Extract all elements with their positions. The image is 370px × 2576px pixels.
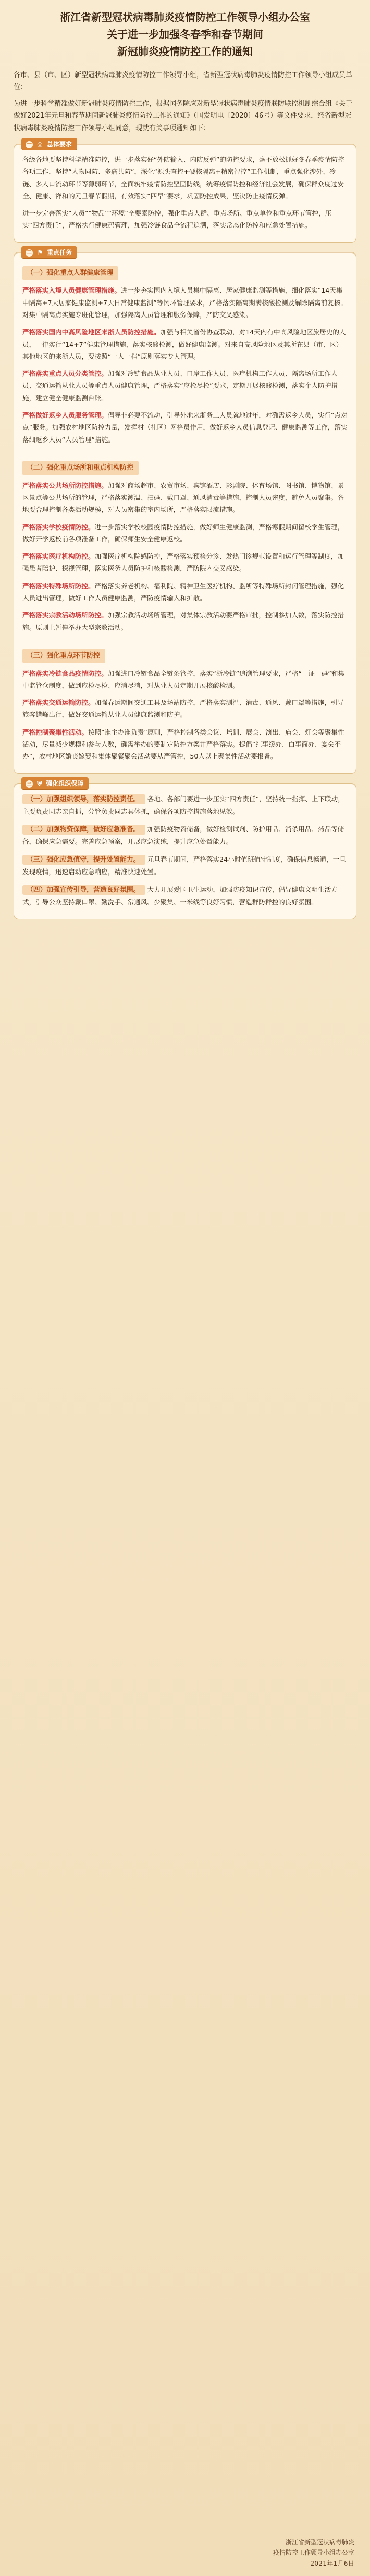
task-item <box>22 521 348 546</box>
section-key-tasks <box>14 248 356 774</box>
task-lead: 严格落实宗教活动场所防控。 <box>22 611 108 620</box>
issuer-line-2: 疫情防控工作领导小组办公室 <box>273 2549 354 2557</box>
section-number-badge: 二 <box>27 249 32 256</box>
title-line-1: 浙江省新型冠状病毒肺炎疫情防控工作领导小组办公室 <box>60 11 310 23</box>
guarantee-text: 元旦春节期间，严格落实24小时值班值守制度，确保信息畅通，一旦发现疫情，迅速启动应急响应，精准快速处置。 <box>22 855 346 876</box>
section-tag-label: 重点任务 <box>47 248 72 256</box>
task-lead: 严格落实入境人员健康管理措施。 <box>22 286 121 295</box>
task-item <box>22 726 348 763</box>
subsection-heading: （二）强化重点场所和重点机构防控 <box>22 461 139 475</box>
task-item <box>22 409 348 446</box>
guarantee-text: 大力开展爱国卫生运动，加强防疫知识宣传，倡导健康文明生活方式，引导公众坚持戴口罩、勤洗手、常通风、少聚集、一米线等良好习惯，营造群防群控的良好氛围。 <box>22 885 338 906</box>
task-lead: 严格落实公共场所防控措施。 <box>22 481 108 489</box>
task-text: 按照“谁主办谁负责”原则，严格控制各类会议、培训、展会、演出、庙会、灯会等聚集性活动，尽量减少规模和参与人数，确需举办的要制定防控方案并严格落实。提倡“红事缓办、白事简办、宴会不办”，农村地区婚丧嫁娶和集体聚餐聚会活动要从严管控，50人以上聚集性活动要报备。 <box>22 728 344 761</box>
task-text: 严格落实养老机构、福利院、精神卫生医疗机构、监所等特殊场所封闭管理措施，强化人员进出管理，做好工作人员健康监测，严防疫情输入和扩散。 <box>22 582 344 602</box>
intro-block <box>14 69 356 134</box>
task-text: 加强进口冷链食品全链条管控，落实“浙冷链”追溯管理要求，严格“一证一码”和集中监管仓制度，做到应检尽检、应消尽消，对从业人员定期开展核酸检测。 <box>22 669 345 689</box>
task-item <box>22 697 348 721</box>
paragraph: 进一步完善落实“人员”“物品”“环境”全要素防控，强化重点人群、重点场所、重点单位和重点环节管控，压实“四方责任”，严格执行健康码管理，加强冷链食品全流程追溯，落实常态化防控和应急处置措施。 <box>22 209 332 230</box>
flag-icon: ⚑ <box>37 248 43 256</box>
intro-paragraph-2: 为进一步科学精准做好新冠肺炎疫情防控工作，根据国务院应对新型冠状病毒肺炎疫情联防联控机制综合组《关于做好2021年元旦和春节期间新冠肺炎疫情防控工作的通知》（国发明电〔2020〕46号）等文件要求，经省新型冠状病毒肺炎疫情防控工作领导小组同意，现就有关事项通知如下： <box>14 99 353 132</box>
section-body <box>22 793 348 908</box>
guarantee-text: 加强防疫物资储备，做好检测试剂、防护用品、消杀用品、药品等储备，确保应急需要。完善应急预案，开展应急演练，提升应急处置能力。 <box>22 825 344 846</box>
guarantee-lead: （四）加强宣传引导，营造良好氛围。 <box>22 885 145 895</box>
guarantee-lead: （一）加强组织领导，落实防控责任。 <box>22 794 145 804</box>
task-lead: 严格做好返乡人员服务管理。 <box>22 411 108 420</box>
task-lead: 严格落实交通运输防控。 <box>22 699 95 707</box>
task-text: 加强对商场超市、农贸市场、宾馆酒店、影剧院、体育场馆、图书馆、博物馆、景区景点等公共场所的管理，严格落实测温、扫码、戴口罩、通风消毒等措施，控制人员密度，避免人员聚集。各地要合理控制各类活动规模，对人员密集的室内场所，严格落实限流措施。 <box>22 481 344 514</box>
intro-paragraph-1: 各市、县（市、区）新型冠状病毒肺炎疫情防控工作领导小组，省新型冠状病毒肺炎疫情防控工作领导小组成员单位： <box>14 71 353 92</box>
section-body <box>22 262 348 763</box>
guarantee-lead: （二）加强物资保障，做好应急准备。 <box>22 825 145 835</box>
guarantee-item <box>22 793 348 818</box>
guarantee-lead: （三）强化应急值守，提升处置能力。 <box>22 855 145 865</box>
task-text: 进一步夯实国内入境人员集中隔离、居家健康监测等措施，细化落实“14天集中隔离+7天居家健康监测+7天日常健康监测”等闭环管理要求，严格落实隔离期满核酸检测及解除隔离前复核。对集中隔离点实施专班化管理，加强隔离人员管理和服务保障，严防交叉感染。 <box>22 286 347 319</box>
title-line-2: 关于进一步加强冬春季和春节期间 <box>107 28 263 41</box>
shield-icon: ⛨ <box>37 779 42 787</box>
task-text: 加强医疗机构院感防控，严格落实预检分诊、发热门诊规范设置和运行管理等制度，加强患者陪护、探视管理，落实医务人员防护和核酸检测，严防院内交叉感染。 <box>22 552 344 573</box>
title-line-3: 新冠肺炎疫情防控工作的通知 <box>117 45 253 58</box>
document-footer <box>273 2537 356 2569</box>
section-tag-label: 强化组织保障 <box>46 779 84 787</box>
subsection-heading: （一）强化重点人群健康管理 <box>22 266 118 281</box>
paragraph: 各级各地要坚持科学精准防控，进一步落实好“外防输入、内防反弹”的防控要求，毫不放松抓好冬春季疫情防控各项工作，坚持“人物同防、多病共防”，深化“源头查控+硬核隔离+精密智控”工作机制，重点强化涉外、冷链、多人口流动环节等薄弱环节，全面筑牢疫情防控坚固防线，统筹疫情防控和经济社会发展，确保群众度过安全、健康、祥和的元旦春节假期，有效落实“四早”要求，巩固防控成果，坚决防止疫情反弹。 <box>22 155 344 200</box>
task-lead: 严格落实重点人员分类管控。 <box>22 370 108 378</box>
task-text: 加强宗教活动场所管理，对集体宗教活动要严格审批，控制参加人数，落实防控措施。原则上暂停举办大型宗教活动。 <box>22 611 344 632</box>
guarantee-item <box>22 823 348 848</box>
section-body <box>22 154 348 232</box>
section-tag <box>21 138 77 150</box>
subsection-heading: （三）强化重点环节防控 <box>22 649 105 663</box>
task-text: 倡导非必要不流动，引导外地来浙务工人员就地过年，对确需返乡人员，实行“点对点”服务。加强农村地区防控力量，发挥村（社区）网格员作用，做好返乡人员信息登记、健康监测等工作，落实落细返乡人员“人员管理”措施。 <box>22 411 348 444</box>
document-header <box>14 9 356 60</box>
section-organizational-guarantee <box>14 779 356 919</box>
task-text: 进一步落实学校校园疫情防控措施，做好师生健康监测，严格寒假期间留校学生管理，做好开学返校前各项准备工作，确保师生安全健康返校。 <box>22 523 344 543</box>
task-lead: 严格落实特殊场所防控。 <box>22 582 95 590</box>
task-text: 加强与相关省份协查联动，对14天内有中高风险地区旅居史的人员，一律实行“14+7”健康管理措施，落实核酸检测，做好健康监测。对来自高风险地区及其所在县（市、区）其他地区的来浙人员，要按照“一人一档”原则落实专人管理。 <box>22 328 346 360</box>
task-lead: 严格落实学校疫情防控。 <box>22 523 95 531</box>
section-tag <box>21 777 89 789</box>
issue-date: 2021年1月6日 <box>310 2559 354 2567</box>
task-item <box>22 667 348 692</box>
task-lead: 严格落实国内中高风险地区来浙人员防控措施。 <box>22 328 161 336</box>
section-number-badge: 三 <box>27 780 32 787</box>
task-text: 加强春运期间交通工具及场站防控，严格落实测温、消毒、通风、戴口罩等措施，引导旅客错峰出行，做好交通运输从业人员健康监测和防护。 <box>22 699 344 719</box>
task-item <box>22 580 348 604</box>
task-item <box>22 550 348 575</box>
task-lead: 严格控制聚集性活动。 <box>22 728 88 736</box>
guarantee-text: 各地、各部门要进一步压实“四方责任”，坚持统一指挥、上下联动，主要负责同志亲自抓，分管负责同志具体抓，确保各项防控措施落地见效。 <box>22 794 344 816</box>
task-text: 加强对冷链食品从业人员、口岸工作人员、医疗机构工作人员、隔离场所工作人员、交通运输从业人员等重点人员健康管理，严格落实“应检尽检”要求，定期开展核酸检测，落实个人防护措施，建立健全健康监测台账。 <box>22 370 338 402</box>
issuer-line-1: 浙江省新型冠状病毒肺炎 <box>285 2538 354 2546</box>
target-icon: ◎ <box>37 140 43 148</box>
task-item <box>22 284 348 321</box>
guarantee-item <box>22 853 348 878</box>
task-item <box>22 326 348 362</box>
section-number-badge: 一 <box>27 141 32 147</box>
task-item <box>22 479 348 516</box>
section-tag <box>21 246 77 258</box>
task-lead: 严格落实冷链食品疫情防控。 <box>22 669 108 677</box>
section-tag-label: 总体要求 <box>46 140 72 148</box>
task-lead: 严格落实医疗机构防控。 <box>22 552 95 561</box>
section-general-requirements <box>14 140 356 243</box>
task-item <box>22 609 348 634</box>
guarantee-item <box>22 883 348 908</box>
task-item <box>22 368 348 404</box>
